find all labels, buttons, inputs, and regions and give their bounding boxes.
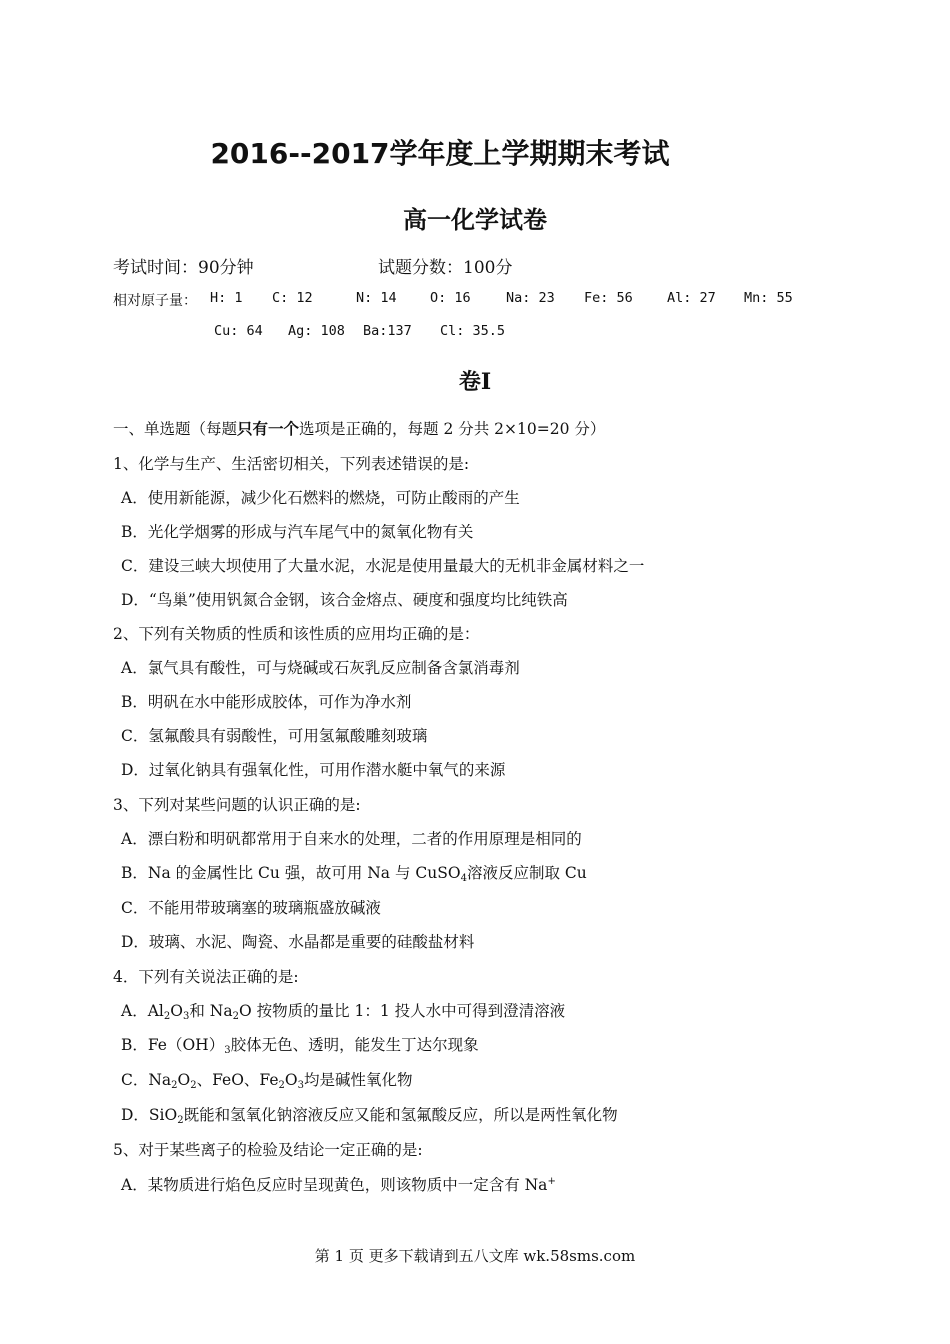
- atom-mass: N: 14: [356, 290, 397, 306]
- page-footer: 第 1 页 更多下载请到五八文库 wk.58sms.com: [314, 1247, 636, 1265]
- question-3-stem: 3、下列对某些问题的认识正确的是:: [113, 796, 361, 814]
- exam-subtitle: 高一化学试卷: [403, 206, 547, 234]
- atom-mass: Cu: 64: [214, 323, 263, 339]
- question-2-stem: 2、下列有关物质的性质和该性质的应用均正确的是：: [113, 625, 480, 643]
- atom-mass: Fe: 56: [584, 290, 633, 306]
- question-5-stem: 5、对于某些离子的检验及结论一定正确的是:: [113, 1141, 423, 1159]
- atom-mass: Na: 23: [506, 290, 555, 306]
- question-1-option-a: A．使用新能源，减少化石燃料的燃烧，可防止酸雨的产生: [121, 489, 520, 507]
- atom-mass: Cl: 35.5: [440, 323, 506, 339]
- atom-mass: Mn: 55: [744, 290, 793, 306]
- exam-score: 试题分数：100分: [378, 258, 513, 278]
- question-4-option-b: B．$Fe(OH)_3$胶体无色、透明，能发生丁达尔现象: [121, 1036, 479, 1056]
- question-4-option-a: A．$Al_2O_3$和 $Na_2O$ 按物质的量比 1：1 投人水中可得到澄清溶液: [121, 1002, 566, 1022]
- question-3-option-a: A．漂白粉和明矾都常用于自来水的处理，二者的作用原理是相同的: [121, 830, 582, 848]
- question-3-option-b: B．Na 的金属性比 Cu 强，故可用 Na 与 CuSO$_4$溶液反应制取 Cu: [121, 864, 587, 884]
- section-title: 卷I: [458, 369, 492, 395]
- atom-mass: Ba:137: [363, 323, 412, 339]
- emphasis-text: 只有一个: [237, 419, 300, 438]
- atom-mass: Al: 27: [667, 290, 716, 306]
- question-3-option-c: C．不能用带玻璃塞的玻璃瓶盛放碱液: [121, 899, 381, 917]
- section-instruction: 一、单选题（每题只有一个选项是正确的，每题 2 分共 2×10=20 分）: [113, 419, 606, 438]
- exam-title: 2016--2017学年度上学期期末考试: [210, 137, 670, 170]
- question-1-stem: 1、化学与生产、生活密切相关，下列表述错误的是:: [113, 455, 470, 473]
- question-3-option-d: D．玻璃、水泥、陶瓷、水晶都是重要的硅酸盐材料: [121, 933, 475, 951]
- atom-mass: Ag: 108: [288, 323, 345, 339]
- atom-mass: O: 16: [430, 290, 471, 306]
- atom-mass: H: 1: [210, 290, 243, 306]
- question-2-option-c: C．氢氟酸具有弱酸性，可用氢氟酸雕刻玻璃: [121, 727, 428, 745]
- question-5-option-a: A．某物质进行焰色反应时呈现黄色，则该物质中一定含有 Na+: [121, 1176, 556, 1194]
- question-1-option-b: B．光化学烟雾的形成与汽车尾气中的氮氧化物有关: [121, 523, 474, 541]
- atom-mass: C: 12: [272, 290, 313, 306]
- question-2-option-d: D．过氧化钠具有强氧化性，可用作潜水艇中氧气的来源: [121, 761, 506, 779]
- question-1-option-d: D．“鸟巢”使用钒氮合金钢，该合金熔点、硬度和强度均比纯铁高: [121, 591, 568, 609]
- question-2-option-b: B．明矾在水中能形成胶体，可作为净水剂: [121, 693, 412, 711]
- exam-time: 考试时间：90分钟: [113, 258, 254, 278]
- question-4-option-d: D．SiO$_2$既能和氢氧化钠溶液反应又能和氢氟酸反应，所以是两性氧化物: [121, 1106, 618, 1126]
- question-2-option-a: A．氯气具有酸性，可与烧碱或石灰乳反应制备含氯消毒剂: [121, 659, 520, 677]
- question-1-option-c: C．建设三峡大坝使用了大量水泥，水泥是使用量最大的无机非金属材料之一: [121, 557, 645, 575]
- atomic-mass-label: 相对原子量：: [113, 293, 197, 309]
- question-4-stem: 4．下列有关说法正确的是:: [113, 968, 299, 986]
- question-4-option-c: C．$Na_2O_2$、FeO、$Fe_2O_3$均是碱性氧化物: [121, 1071, 413, 1091]
